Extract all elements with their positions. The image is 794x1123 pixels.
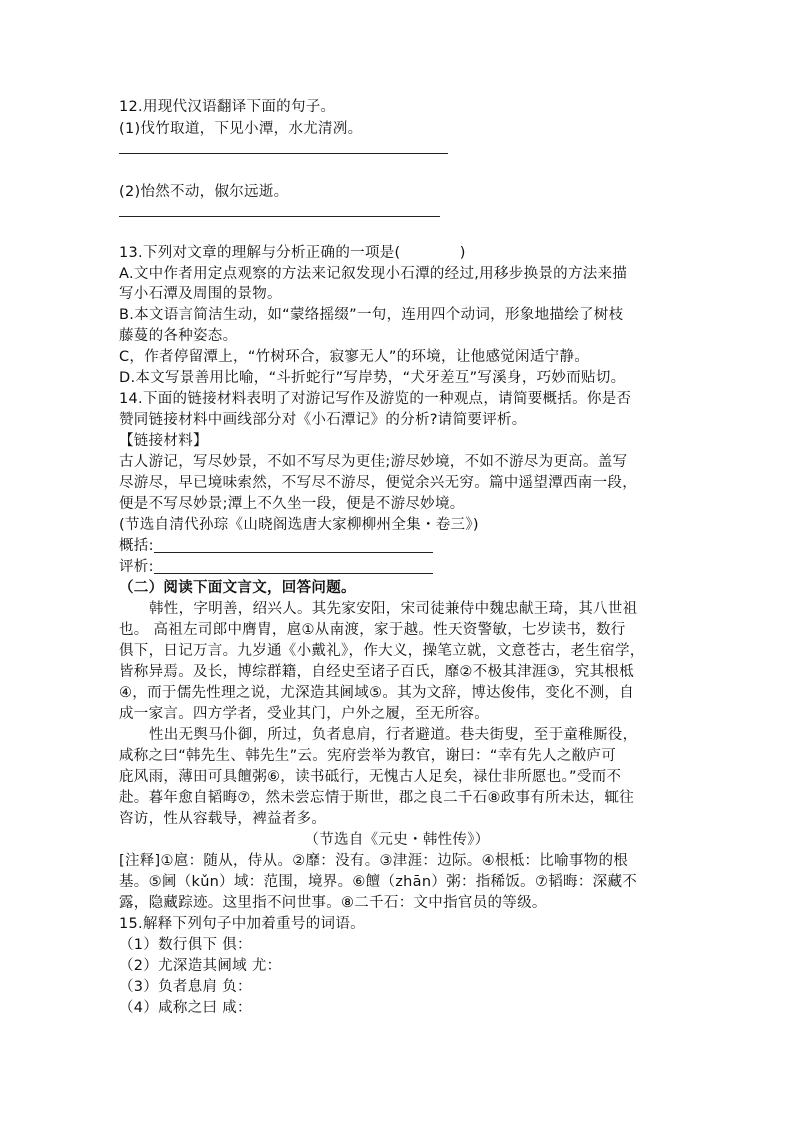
passage-line: ④，而于儒先性理之说，尤深造其阃域⑤。其为文辞，博达俊伟，变化不测，自 (119, 685, 634, 701)
summary-answer-line[interactable] (154, 538, 433, 553)
passage-line: 也。 高祖左司郎中膺胄，扈①从南渡，家于越。性天资警敏，七岁读书，数行 (119, 622, 626, 638)
material-line: 尽游尽，早已境味索然，不写尽不游尽，便觉余兴无穷。篇中遥望潭西南一段， (119, 475, 637, 491)
q15-item-3: （3）负者息肩 负： (119, 979, 252, 995)
comment-answer-line[interactable] (154, 559, 433, 574)
passage-line: 成一家言。四方学者，受业其门，户外之履，至无所容。 (119, 706, 489, 722)
q15-title: 15.解释下列句子中加着重号的词语。 (119, 916, 365, 932)
passage-line: 韩性，字明善，绍兴人。其先家安阳，宋司徒兼侍中魏忠献王琦，其八世祖 (149, 601, 638, 617)
q13-option-c: C，作者停留潭上，“竹树环合，寂寥无人”的环境，让他感觉闲适宁静。 (119, 349, 590, 365)
q13-option-b-cont: 藤蔓的各种姿态。 (119, 328, 238, 344)
comment-row (119, 557, 433, 577)
passage-source: （节选自《元史・韩性传》） (304, 832, 490, 848)
answer-line[interactable] (119, 216, 440, 217)
q13-option-a: A.文中作者用定点观察的方法来记叙发现小石潭的经过,用移步换景的方法来描 (119, 266, 628, 282)
notes-line: 基。⑤阃（kǔn）域：范围，境界。⑥饘（zhān）粥：指稀饭。⑦韬晦：深藏不 (119, 874, 638, 890)
passage-line: 赴。暮年愈自韬晦⑦，然未尝忘情于斯世，郡之良二千石⑧政事有所未达，辄往 (119, 790, 634, 806)
section2-heading: （二）阅读下面文言文，回答问题。 (119, 580, 356, 596)
material-line: 便是不写尽妙景;潭上不久坐一段，便是不游尽妙境。 (119, 496, 465, 512)
summary-label: 概括: (119, 538, 154, 554)
link-material-heading: 【链接材料】 (119, 433, 208, 449)
q12-title: 12.用现代汉语翻译下面的句子。 (119, 99, 336, 115)
q13-option-b: B.本文语言简洁生动，如“蒙络摇缀”一句，连用四个动词，形象地描绘了树枝 (119, 307, 624, 323)
passage-line: 性出无舆马仆御，所过，负者息肩，行者避道。巷夫街叟，至于童稚厮役， (149, 727, 638, 743)
summary-row (119, 536, 433, 556)
q15-item-1: （1）数行俱下 俱： (119, 937, 252, 953)
q15-item-2: （2）尤深造其阃域 尤： (119, 958, 282, 974)
q14-stem: 14.下面的链接材料表明了对游记写作及游览的一种观点，请简要概括。你是否 (119, 391, 632, 407)
notes-line: [注释]①扈：随从，侍从。②靡：没有。③津涯：边际。④根柢：比喻事物的根 (119, 853, 629, 869)
passage-line: 皆称异焉。及长，博综群籍，自经史至诸子百氏，靡②不极其津涯③，究其根柢 (119, 664, 634, 680)
passage-line: 俱下，日记万言。九岁通《小戴礼》，作大义，操笔立就，文意苍古，老生宿学， (119, 643, 645, 659)
answer-line[interactable] (119, 153, 448, 154)
notes-line: 露，隐藏踪迹。这里指不问世事。⑧二千石：文中指官员的等级。 (119, 895, 547, 911)
q13-option-d: D.本文写景善用比喻，“斗折蛇行”写岸势，“犬牙差互”写溪身，巧妙而贴切。 (119, 370, 626, 386)
q13-stem: 13.下列对文章的理解与分析正确的一项是( ) (119, 245, 466, 261)
passage-line: 庇风雨，薄田可具饘粥⑥，读书砥行，无愧古人足矣，禄仕非所愿也。”受而不 (119, 769, 622, 785)
material-line: 古人游记，写尽妙景，不如不写尽为更佳;游尽妙境，不如不游尽为更高。盖写 (119, 454, 628, 470)
passage-line: 咨访，性从容载导，裨益者多。 (119, 811, 327, 827)
material-source: (节选自清代孙琮《山晓阁选唐大家柳柳州全集・卷三》) (119, 517, 479, 533)
passage-line: 咸称之曰“韩先生、韩先生”云。宪府尝举为教官，谢曰：“幸有先人之敝庐可 (119, 748, 617, 764)
q14-stem-cont: 赞同链接材料中画线部分对《小石潭记》的分析?请简要评析。 (119, 412, 527, 428)
q13-option-a-cont: 写小石潭及周围的景物。 (119, 286, 282, 302)
comment-label: 评析: (119, 559, 154, 575)
q12-sentence-1: (1)伐竹取道，下见小潭，水尤清冽。 (119, 121, 363, 137)
q15-item-4: （4）咸称之曰 咸： (119, 1000, 252, 1016)
q12-sentence-2: (2)怡然不动，俶尔远逝。 (119, 184, 289, 200)
